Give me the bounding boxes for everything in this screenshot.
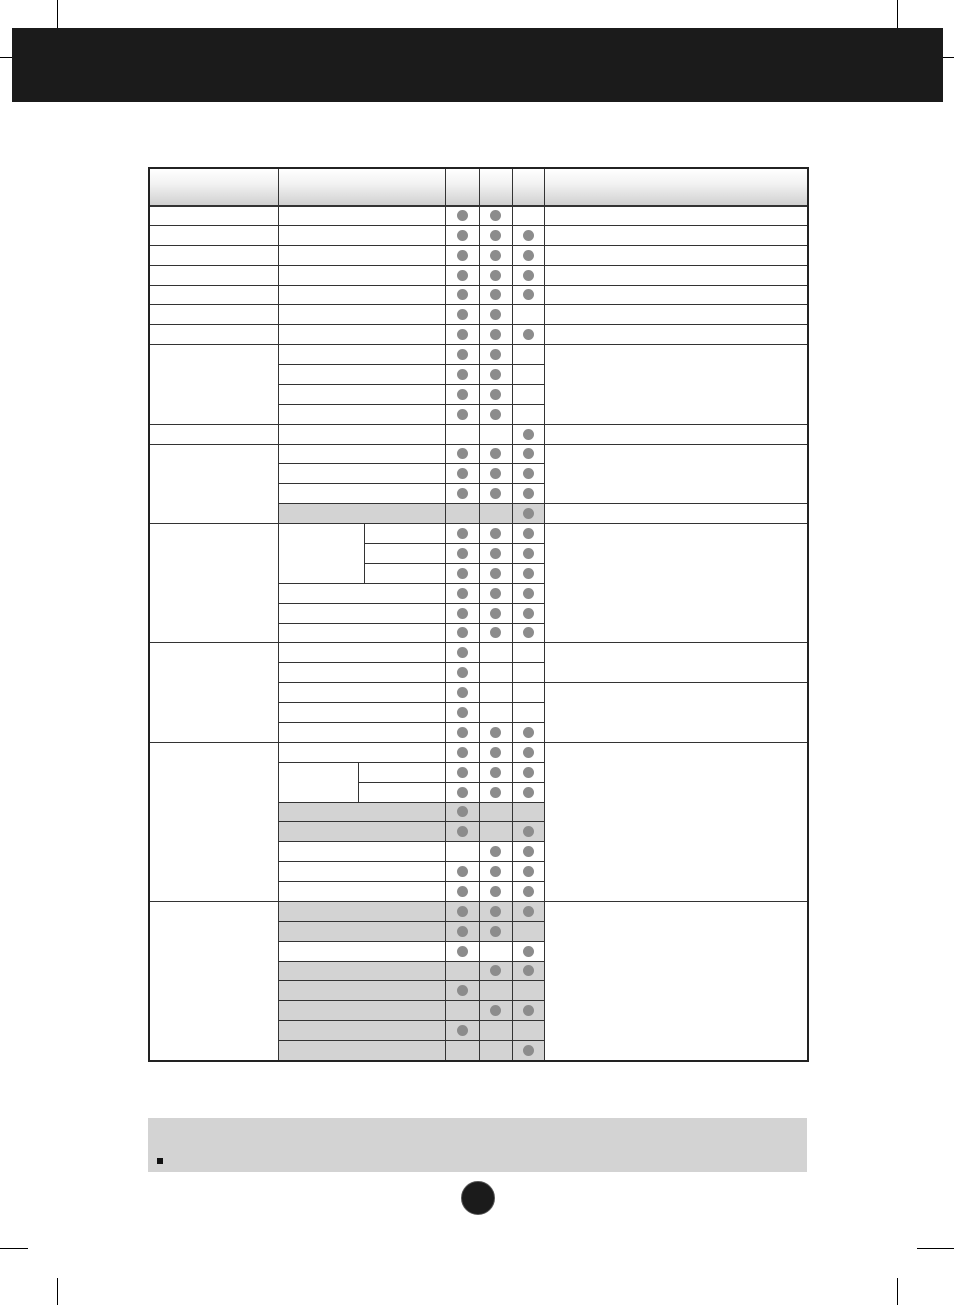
row-divider [278, 503, 544, 504]
row-divider [278, 285, 544, 286]
row-divider [278, 921, 544, 922]
supported-dot-icon [457, 608, 468, 619]
supported-dot-icon [457, 1025, 468, 1036]
row-divider [278, 623, 544, 624]
row-divider [150, 205, 807, 207]
supported-dot-icon [490, 488, 501, 499]
supported-dot-icon [490, 409, 501, 420]
supported-dot-icon [457, 409, 468, 420]
supported-dot-icon [457, 627, 468, 638]
row-divider [364, 563, 445, 564]
supported-dot-icon [490, 568, 501, 579]
supported-dot-icon [490, 309, 501, 320]
row-divider [278, 483, 544, 484]
row-divider [278, 881, 544, 882]
row-divider [544, 324, 807, 325]
supported-dot-icon [457, 806, 468, 817]
supported-dot-icon [457, 329, 468, 340]
row-divider [544, 245, 807, 246]
supported-dot-icon [523, 329, 534, 340]
row-divider [278, 344, 544, 345]
supported-dot-icon [457, 309, 468, 320]
row-divider [278, 265, 544, 266]
supported-dot-icon [457, 926, 468, 937]
row-divider [150, 523, 278, 524]
supported-dot-icon [457, 767, 468, 778]
crop-mark [57, 1278, 58, 1305]
supported-dot-icon [523, 588, 534, 599]
row-divider [278, 1040, 544, 1041]
supported-dot-icon [490, 528, 501, 539]
column-divider [278, 205, 279, 1060]
supported-dot-icon [523, 429, 534, 440]
page-number [461, 1181, 495, 1215]
row-divider [278, 444, 544, 445]
supported-dot-icon [457, 727, 468, 738]
crop-mark [943, 57, 954, 58]
supported-dot-icon [490, 250, 501, 261]
row-divider [278, 364, 544, 365]
row-divider [278, 980, 544, 981]
row-divider [150, 742, 278, 743]
row-divider [544, 523, 807, 524]
crop-mark [0, 1248, 28, 1249]
row-divider [544, 225, 807, 226]
supported-dot-icon [457, 349, 468, 360]
supported-dot-icon [523, 747, 534, 758]
supported-dot-icon [490, 866, 501, 877]
supported-dot-icon [457, 647, 468, 658]
supported-dot-icon [490, 608, 501, 619]
row-divider [150, 324, 278, 325]
supported-dot-icon [490, 886, 501, 897]
shaded-cell [278, 821, 544, 841]
supported-dot-icon [523, 1005, 534, 1016]
crop-mark [0, 57, 12, 58]
column-divider [544, 169, 545, 1060]
supported-dot-icon [523, 488, 534, 499]
supported-dot-icon [457, 389, 468, 400]
supported-dot-icon [457, 270, 468, 281]
row-divider [278, 404, 544, 405]
row-divider [278, 901, 544, 902]
row-divider [150, 245, 278, 246]
page-header-bar [12, 28, 943, 102]
row-divider [150, 424, 278, 425]
row-divider [150, 901, 278, 902]
note-box [148, 1118, 807, 1172]
row-divider [278, 722, 544, 723]
supported-dot-icon [523, 866, 534, 877]
supported-dot-icon [490, 389, 501, 400]
bullet-icon [157, 1158, 163, 1164]
supported-dot-icon [457, 369, 468, 380]
line-cover [279, 563, 364, 564]
shaded-cell [278, 921, 544, 941]
column-divider [364, 523, 365, 583]
supported-dot-icon [490, 230, 501, 241]
row-divider [278, 742, 544, 743]
row-divider [278, 463, 544, 464]
supported-dot-icon [457, 448, 468, 459]
row-divider [544, 424, 807, 425]
supported-dot-icon [457, 747, 468, 758]
supported-dot-icon [490, 349, 501, 360]
row-divider [278, 682, 544, 683]
supported-dot-icon [523, 886, 534, 897]
line-cover [279, 782, 358, 783]
row-divider [544, 344, 807, 345]
row-divider [150, 265, 278, 266]
row-divider [358, 782, 445, 783]
row-divider [544, 285, 807, 286]
shaded-cell [278, 901, 544, 921]
row-divider [544, 444, 807, 445]
supported-dot-icon [490, 210, 501, 221]
row-divider [278, 245, 544, 246]
row-divider [544, 682, 807, 683]
shaded-cell [278, 1040, 544, 1060]
row-divider [278, 841, 544, 842]
row-divider [278, 762, 544, 763]
supported-dot-icon [457, 468, 468, 479]
supported-dot-icon [490, 747, 501, 758]
supported-dot-icon [523, 230, 534, 241]
supported-dot-icon [457, 250, 468, 261]
row-divider [278, 961, 544, 962]
row-divider [150, 444, 278, 445]
row-divider [544, 901, 807, 902]
supported-dot-icon [523, 448, 534, 459]
supported-dot-icon [523, 627, 534, 638]
supported-dot-icon [523, 568, 534, 579]
row-divider [278, 861, 544, 862]
row-divider [278, 1020, 544, 1021]
row-divider [544, 742, 807, 743]
row-divider [278, 324, 544, 325]
row-divider [150, 225, 278, 226]
supported-dot-icon [523, 270, 534, 281]
supported-dot-icon [457, 548, 468, 559]
supported-dot-icon [457, 826, 468, 837]
row-divider [278, 1000, 544, 1001]
supported-dot-icon [523, 289, 534, 300]
supported-dot-icon [490, 588, 501, 599]
supported-dot-icon [490, 926, 501, 937]
row-divider [544, 304, 807, 305]
supported-dot-icon [457, 707, 468, 718]
row-divider [150, 344, 278, 345]
shaded-cell [278, 961, 544, 980]
supported-dot-icon [457, 886, 468, 897]
supported-dot-icon [457, 985, 468, 996]
supported-dot-icon [457, 787, 468, 798]
supported-dot-icon [457, 289, 468, 300]
line-cover [279, 543, 364, 544]
crop-mark [897, 0, 898, 28]
supported-dot-icon [523, 826, 534, 837]
row-divider [278, 225, 544, 226]
supported-dot-icon [490, 270, 501, 281]
supported-dot-icon [523, 508, 534, 519]
crop-mark [57, 0, 58, 28]
row-divider [278, 384, 544, 385]
row-divider [278, 702, 544, 703]
shaded-cell [278, 1020, 544, 1040]
row-divider [278, 821, 544, 822]
crop-mark [897, 1278, 898, 1305]
row-divider [544, 503, 807, 504]
supported-dot-icon [523, 965, 534, 976]
row-divider [278, 304, 544, 305]
supported-dot-icon [457, 230, 468, 241]
shaded-cell [278, 980, 544, 1000]
supported-dot-icon [523, 468, 534, 479]
row-divider [544, 265, 807, 266]
supported-dot-icon [457, 667, 468, 678]
supported-dot-icon [523, 1045, 534, 1056]
supported-dot-icon [457, 906, 468, 917]
supported-dot-icon [523, 727, 534, 738]
supported-dot-icon [490, 289, 501, 300]
supported-dot-icon [490, 965, 501, 976]
supported-dot-icon [523, 846, 534, 857]
supported-dot-icon [490, 727, 501, 738]
column-divider [479, 169, 480, 1060]
crop-mark [917, 1248, 954, 1249]
column-divider [278, 169, 279, 205]
supported-dot-icon [523, 946, 534, 957]
supported-dot-icon [490, 906, 501, 917]
supported-dot-icon [490, 787, 501, 798]
supported-dot-icon [523, 250, 534, 261]
row-divider [278, 642, 544, 643]
column-divider [445, 169, 446, 1060]
supported-dot-icon [457, 210, 468, 221]
row-divider [278, 523, 544, 524]
feature-table [148, 167, 809, 1062]
supported-dot-icon [457, 946, 468, 957]
supported-dot-icon [457, 588, 468, 599]
supported-dot-icon [490, 767, 501, 778]
row-divider [278, 802, 544, 803]
column-divider [512, 169, 513, 1060]
supported-dot-icon [457, 568, 468, 579]
supported-dot-icon [523, 767, 534, 778]
supported-dot-icon [490, 627, 501, 638]
row-divider [544, 642, 807, 643]
supported-dot-icon [457, 866, 468, 877]
shaded-cell [278, 1000, 544, 1020]
supported-dot-icon [523, 608, 534, 619]
supported-dot-icon [490, 329, 501, 340]
supported-dot-icon [490, 369, 501, 380]
supported-dot-icon [490, 846, 501, 857]
supported-dot-icon [490, 448, 501, 459]
supported-dot-icon [457, 687, 468, 698]
row-divider [150, 285, 278, 286]
row-divider [364, 543, 445, 544]
supported-dot-icon [523, 528, 534, 539]
shaded-cell [278, 503, 544, 523]
shaded-cell [278, 802, 544, 821]
supported-dot-icon [457, 528, 468, 539]
supported-dot-icon [457, 488, 468, 499]
row-divider [278, 662, 544, 663]
row-divider [278, 603, 544, 604]
row-divider [278, 941, 544, 942]
supported-dot-icon [490, 548, 501, 559]
row-divider [278, 583, 544, 584]
row-divider [150, 304, 278, 305]
supported-dot-icon [523, 548, 534, 559]
supported-dot-icon [490, 468, 501, 479]
row-divider [150, 642, 278, 643]
supported-dot-icon [523, 906, 534, 917]
supported-dot-icon [523, 787, 534, 798]
row-divider [278, 424, 544, 425]
supported-dot-icon [490, 1005, 501, 1016]
